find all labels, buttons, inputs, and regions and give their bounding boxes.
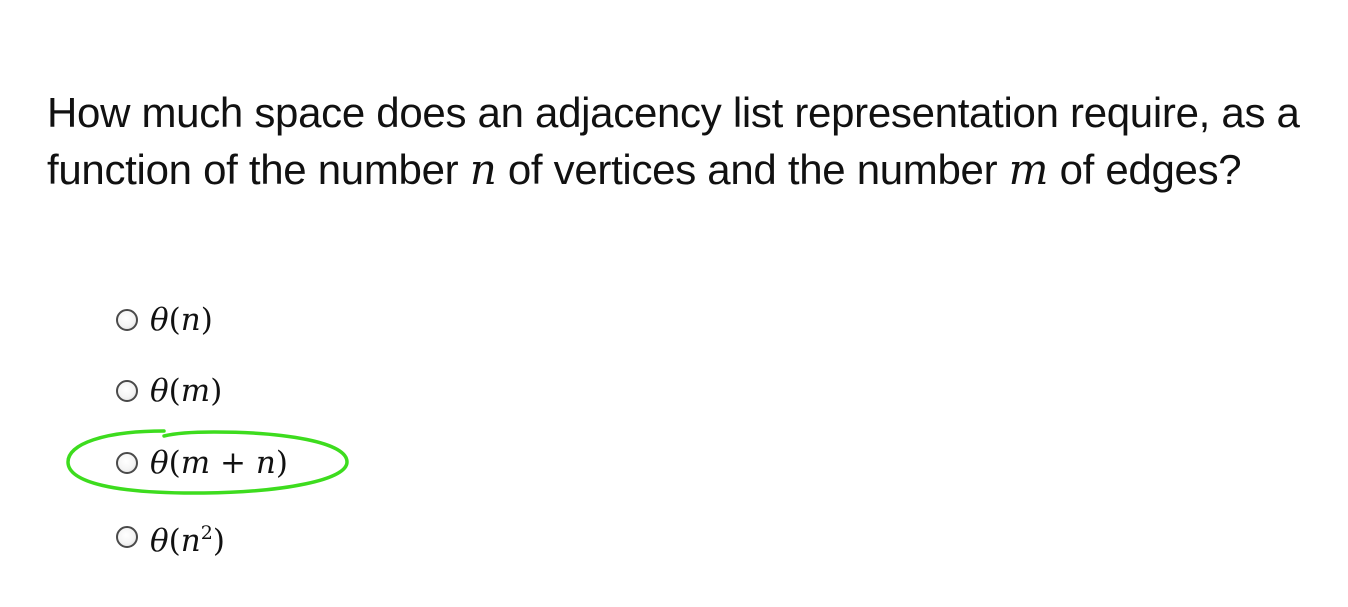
option-label: $\theta(n^2)$ xyxy=(150,522,225,559)
option-theta-m-plus-n[interactable] xyxy=(116,443,288,483)
radio-button[interactable] xyxy=(116,309,138,331)
option-label: θ(m + n) xyxy=(150,445,288,481)
option-theta-n[interactable] xyxy=(116,300,213,340)
variable-n: n xyxy=(469,145,497,194)
option-theta-n-squared[interactable] xyxy=(116,517,225,557)
question-part-3: of edges? xyxy=(1048,146,1242,193)
radio-button[interactable] xyxy=(116,452,138,474)
question-part-1: How much space does an adjacency list representation require, as a function of the number xyxy=(47,89,1300,193)
option-label: θ(n) xyxy=(150,302,213,338)
variable-m: m xyxy=(1008,145,1049,194)
radio-button[interactable] xyxy=(116,526,138,548)
option-label: θ(m) xyxy=(150,373,223,409)
option-theta-m[interactable] xyxy=(116,371,222,411)
answer-options xyxy=(116,0,716,607)
radio-button[interactable] xyxy=(116,380,138,402)
question-part-2: of vertices and the number xyxy=(496,146,1009,193)
